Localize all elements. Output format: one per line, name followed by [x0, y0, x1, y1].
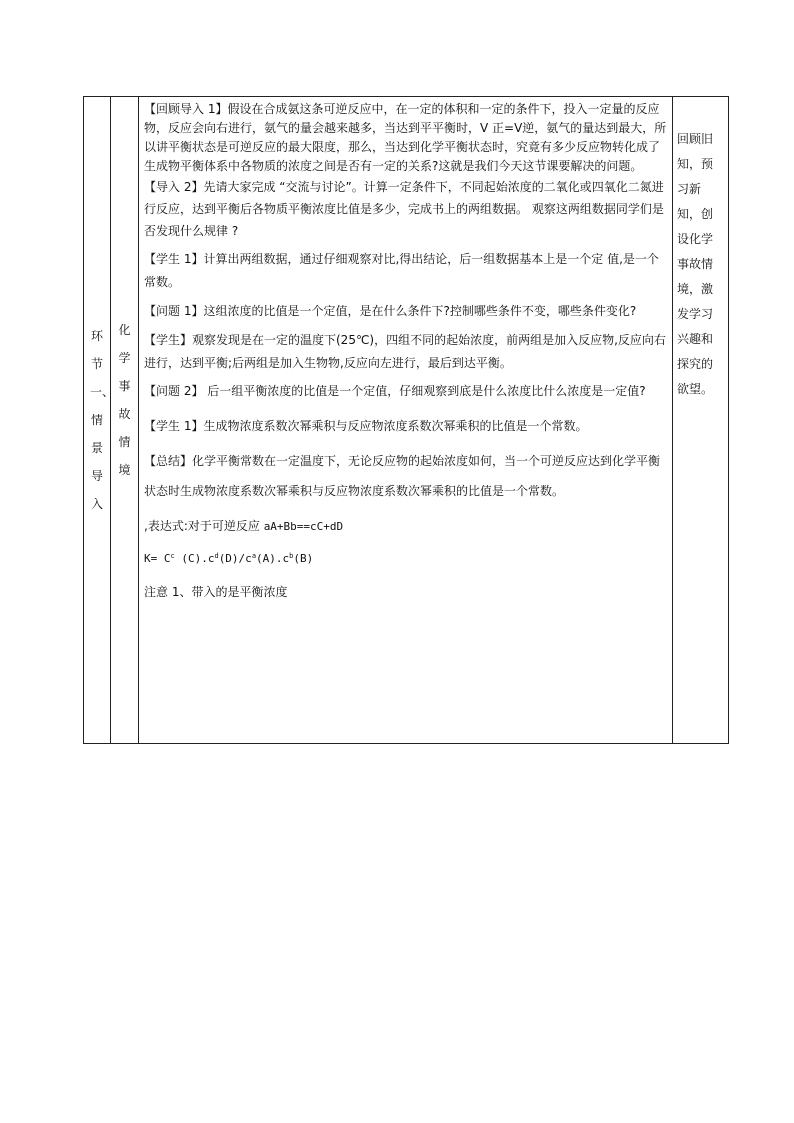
summary-paragraph: 【总结】化学平衡常数在一定温度下，无论反应物的起始浓度如何，当一个可逆反应达到化学平衡状态时生成物浓度系数次幂乘积与反应物浓度系数次幂乘积的比值是一个常数。 — [144, 454, 661, 498]
column-divider — [138, 97, 139, 743]
design-intent-text: 回顾旧知，预习新知，创设化学事故情境，激发学习兴趣和探究的欲望。 — [677, 132, 714, 396]
situation-cell — [111, 97, 138, 743]
stage-cell — [84, 97, 115, 743]
situation-heading: 化学事故情境 — [118, 323, 131, 477]
question-2-paragraph: 【问题 2】 后一组平衡浓度的比值是一个定值，仔细观察到底是什么浓度比什么浓度是一定值? — [144, 384, 646, 398]
question-1-paragraph: 【问题 1】这组浓度的比值是一个定值，是在什么条件下?控制哪些条件不变，哪些条件变化? — [144, 304, 637, 318]
note-line: 注意 1、带入的是平衡浓度 — [144, 585, 288, 599]
expression-prefix: ,表达式:对于可逆反应 — [144, 519, 264, 533]
intro-2-paragraph: 【导入 2】先请大家完成 “交流与讨论”。计算一定条件下，不同起始浓度的二氧化或四氧化二氮进行反应，达到平衡后各物质平衡浓度比值是多少，完成书上的两组数据。 观察这两组数据同学们是否发现什么规律 ? — [144, 180, 664, 238]
expression-line — [144, 516, 670, 536]
stage-heading: 环节一、情景导入 — [90, 329, 115, 511]
column-divider — [672, 97, 673, 743]
lesson-table — [83, 96, 729, 744]
student-1-paragraph: 【学生 1】计算出两组数据，通过仔细观察对比,得出结论，后一组数据基本上是一个定 值,是一个常数。 — [144, 252, 659, 289]
review-intro-paragraph: 【回顾导入 1】假设在合成氨这条可逆反应中，在一定的体积和一定的条件下，投入一定量的反应物，反应会向右进行，氨气的量会越来越多，当达到平平衡时，V 正=V逆，氨气的量达到最大，所以讲平衡状态是可逆反应的最大限度，那么，当达到化学平衡状态时，究竟有多少反应物转化成了生成物平衡体系中各物质的浓度之间是否有一定的关系?这就是我们今天这节课要解决的问题。 — [144, 102, 667, 173]
reaction-equation: aA+Bb==cC+dD — [263, 520, 344, 533]
student-paragraph: 【学生】观察发现是在一定的温度下(25℃)，四组不同的起始浓度，前两组是加入反应物,反应向右进行，达到平衡;后两组是加入生物物,反应向左进行，最后到达平衡。 — [144, 333, 666, 370]
equilibrium-constant-formula: $K= C^c$ $(C).c^d(D)/c^a(A).c^b(B)$ — [144, 552, 314, 565]
teaching-content — [144, 100, 670, 602]
student-1-answer-paragraph: 【学生 1】生成物浓度系数次幂乘积与反应物浓度系数次幂乘积的比值是一个常数。 — [144, 419, 588, 433]
